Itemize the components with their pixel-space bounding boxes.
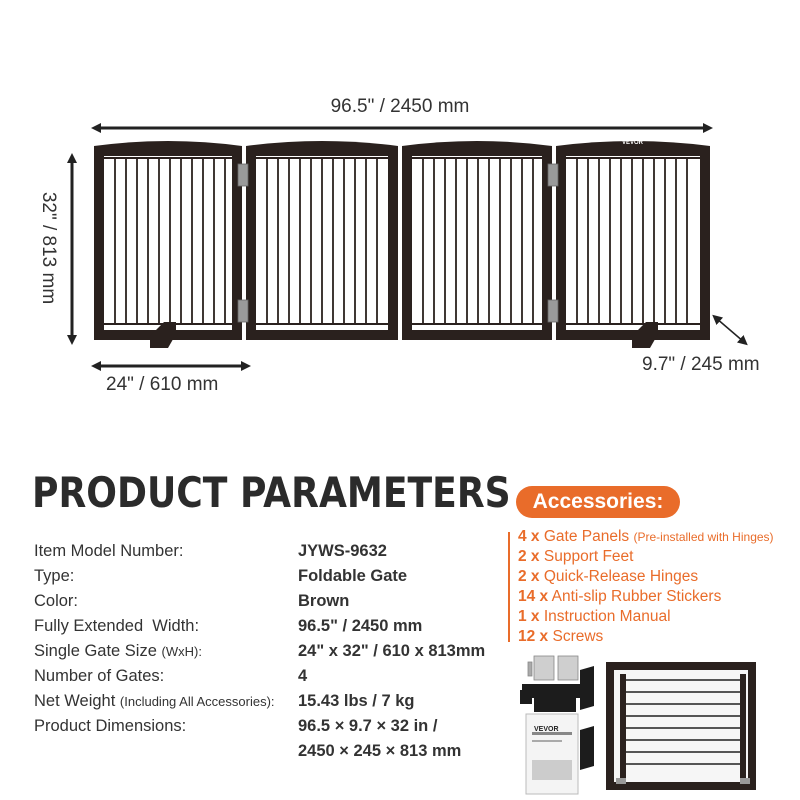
height-dimension-label: 32" / 813 mm	[38, 191, 59, 305]
panel-width-dimension-label: 24" / 610 mm	[106, 374, 219, 395]
param-row-dimensions-metric	[34, 742, 504, 767]
param-value: 2450 × 245 × 813 mm	[298, 742, 462, 760]
param-value: 96.5 × 9.7 × 32 in /	[298, 717, 438, 735]
page-title: PRODUCT PARAMETERS	[32, 468, 511, 517]
gate-panel-4	[556, 141, 710, 348]
support-feet	[520, 684, 582, 712]
param-label: Product Dimensions:	[34, 717, 187, 735]
accessories-badge: Accessories:	[516, 486, 680, 518]
param-label: Single Gate Size (WxH):	[34, 642, 202, 660]
param-label: Color:	[34, 592, 79, 610]
param-value: 24" x 32" / 610 x 813mm	[298, 642, 486, 660]
param-row-model	[34, 542, 504, 567]
param-row-dimensions	[34, 717, 504, 742]
param-label: Net Weight (Including All Accessories):	[34, 692, 275, 710]
param-value: Brown	[298, 592, 350, 610]
gate-brand-logo: VEVOR	[622, 140, 644, 146]
param-value: 15.43 lbs / 7 kg	[298, 692, 415, 710]
depth-arrow	[716, 318, 744, 342]
param-row-gate-count	[34, 667, 504, 692]
folded-gate-stack	[606, 662, 756, 790]
param-value: 4	[298, 667, 308, 685]
param-row-gate-size	[34, 642, 504, 667]
width-dimension-label: 96.5" / 2450 mm	[330, 96, 470, 117]
param-value: Foldable Gate	[298, 567, 408, 585]
param-label: Type:	[34, 567, 75, 585]
param-row-color	[34, 592, 504, 617]
param-value: 96.5" / 2450 mm	[298, 617, 423, 635]
accessory-item: 2 x Quick-Release Hinges	[518, 568, 699, 585]
param-label: Fully Extended Width:	[34, 617, 200, 635]
accessory-item: 14 x Anti-slip Rubber Stickers	[518, 588, 722, 605]
param-row-width	[34, 617, 504, 642]
depth-dimension-label: 9.7" / 245 mm	[642, 354, 760, 375]
accessories-accent-bar	[508, 532, 510, 642]
param-row-weight	[34, 692, 504, 717]
gate-panel-1	[94, 141, 242, 348]
hinge-parts	[528, 656, 578, 680]
param-row-type	[34, 567, 504, 592]
accessory-item: 4 x Gate Panels (Pre-installed with Hinges)	[518, 528, 774, 545]
accessory-item: 12 x Screws	[518, 628, 604, 645]
accessory-item: 2 x Support Feet	[518, 548, 634, 565]
gate-panel-3	[402, 141, 552, 340]
feet-profile	[580, 666, 594, 770]
param-label: Item Model Number:	[34, 542, 184, 560]
accessory-item: 1 x Instruction Manual	[518, 608, 671, 625]
param-label: Number of Gates:	[34, 667, 165, 685]
manual-brand-logo: VEVOR	[534, 726, 559, 733]
gate-panels	[94, 141, 710, 348]
accessories-illustration	[514, 650, 800, 800]
gate-panel-2	[246, 141, 398, 340]
param-value: JYWS-9632	[298, 542, 387, 560]
